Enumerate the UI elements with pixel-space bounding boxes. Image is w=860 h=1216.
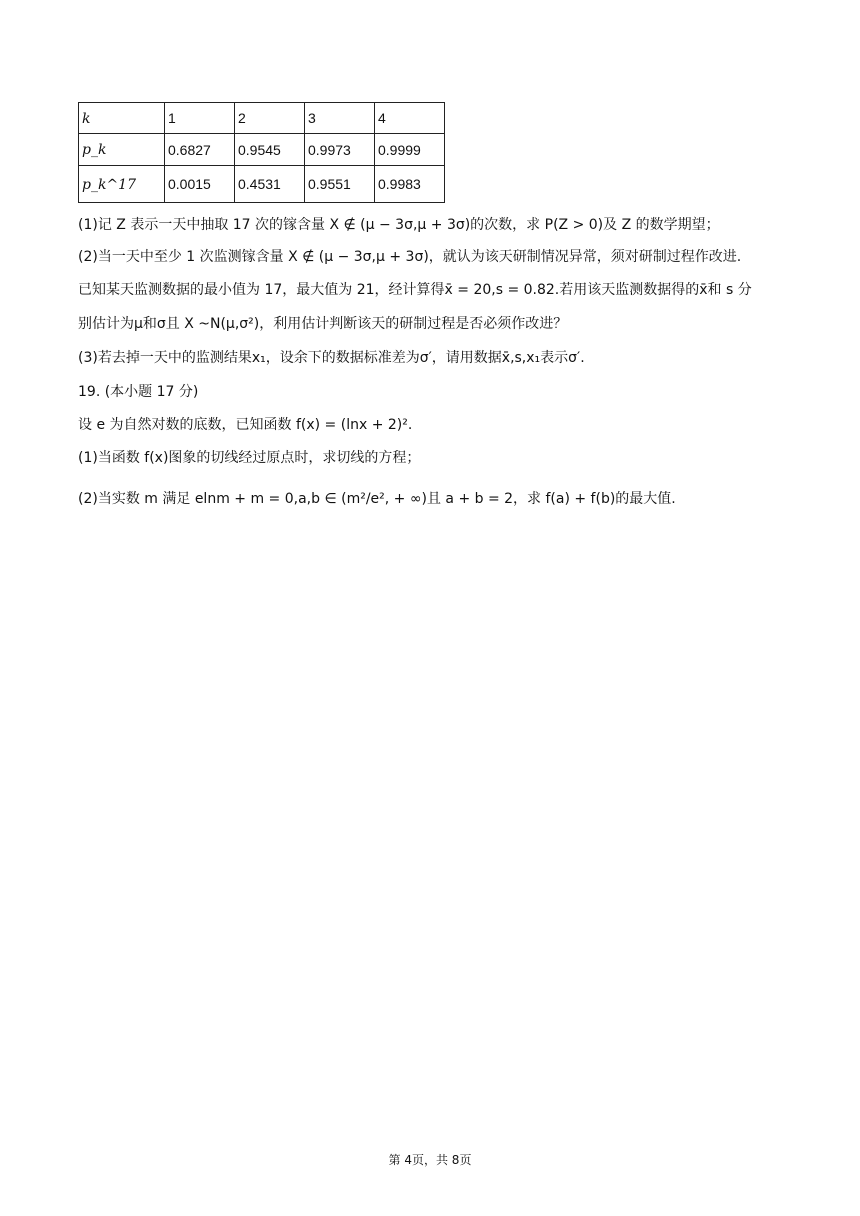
question-19-stem: 设 e 为自然对数的底数，已知函数 f(x) = (lnx + 2)².: [78, 417, 413, 433]
question-19-heading: 19. (本小题 17 分): [78, 384, 199, 400]
question-18-part-3: (3)若去掉一天中的监测结果x₁，设余下的数据标准差为σ′，请用数据x̄,s,x₁表示σ′.: [78, 350, 585, 366]
table-cell: 0.9551: [305, 166, 375, 203]
table-cell: 0.9999: [375, 134, 445, 166]
table-cell: 0.6827: [165, 134, 235, 166]
question-18-part-2-cont2: 别估计为μ和σ且 X ~N(μ,σ²)，利用估计判断该天的研制过程是否必须作改进？: [78, 316, 568, 332]
question-18-part-2-cont: 已知某天监测数据的最小值为 17，最大值为 21，经计算得x̄ = 20,s = 0.82.若用该天监测数据得的x̄和 s 分: [78, 282, 752, 298]
table-cell: 0.4531: [235, 166, 305, 203]
row-label: p_k^17: [79, 166, 165, 203]
table-cell: 4: [375, 103, 445, 134]
table-row: [79, 103, 445, 134]
question-19-part-1: (1)当函数 f(x)图象的切线经过原点时，求切线的方程；: [78, 450, 421, 466]
table-cell: 0.0015: [165, 166, 235, 203]
table-row: [79, 166, 445, 203]
table-cell: 2: [235, 103, 305, 134]
table-row: [79, 134, 445, 166]
probability-table: [78, 102, 445, 203]
question-19-part-2: (2)当实数 m 满足 elnm + m = 0,a,b ∈ (m²/e², + ∞)且 a + b = 2，求 f(a) + f(b)的最大值.: [78, 491, 676, 507]
table-cell: 1: [165, 103, 235, 134]
question-18-part-2: (2)当一天中至少 1 次监测镓含量 X ∉ (μ − 3σ,μ + 3σ)，就认为该天研制情况异常，须对研制过程作改进.: [78, 249, 742, 265]
row-label: k: [79, 103, 165, 134]
table-cell: 3: [305, 103, 375, 134]
table-cell: 0.9983: [375, 166, 445, 203]
table-cell: 0.9973: [305, 134, 375, 166]
table-cell: 0.9545: [235, 134, 305, 166]
page-footer: 第 4页，共 8页: [388, 1153, 472, 1167]
question-18-part-1: (1)记 Z 表示一天中抽取 17 次的镓含量 X ∉ (μ − 3σ,μ + 3σ)的次数，求 P(Z > 0)及 Z 的数学期望；: [78, 217, 720, 233]
row-label: p_k: [79, 134, 165, 166]
